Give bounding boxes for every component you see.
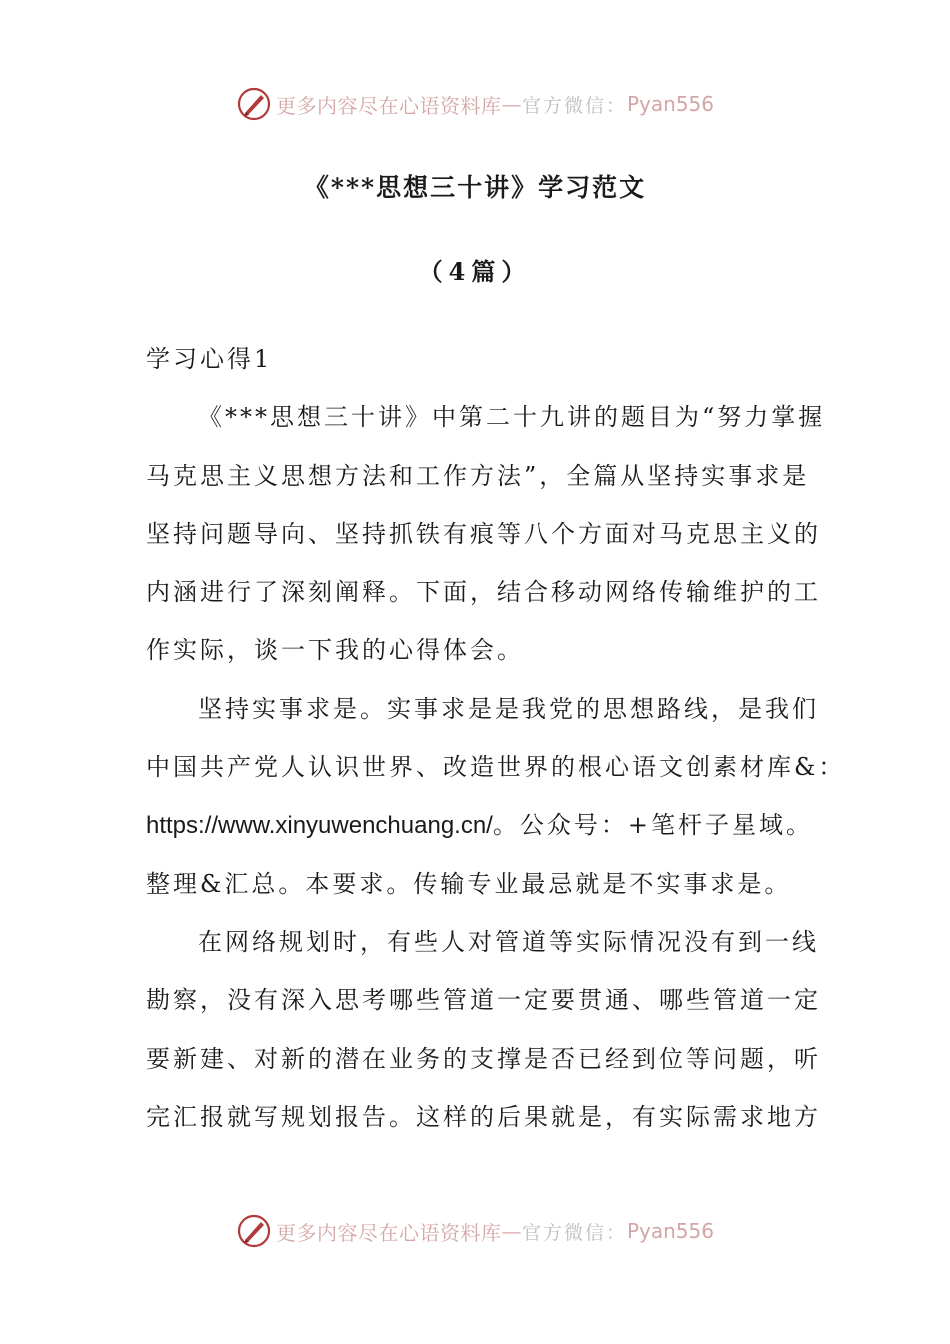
banner-wechat-label: 官方微信： xyxy=(521,94,627,117)
text-line: 勘察，没有深入思考哪些管道一定要贯通、哪些管道一定 xyxy=(146,986,821,1015)
section-heading: 学习心得1 xyxy=(146,345,273,373)
text-line: 作实际，谈一下我的心得体会。 xyxy=(146,636,524,665)
pen-logo-icon xyxy=(236,86,272,122)
banner-dash: — xyxy=(501,92,522,116)
text-line: 马克思主义思想方法和工作方法”，全篇从坚持实事求是 xyxy=(146,461,810,490)
document-subtitle: （4篇） xyxy=(418,257,532,286)
url-link[interactable]: https://www.xinyuwenchuang.cn/ xyxy=(146,812,493,840)
footer-watermark xyxy=(0,1209,950,1253)
banner-text: 更多内容尽在心语资料库 xyxy=(275,93,502,118)
text-line-with-link xyxy=(146,796,813,854)
text-line: 内涵进行了深刻阐释。下面，结合移动网络传输维护的工 xyxy=(146,578,821,607)
text-line: 坚持问题导向、坚持抓铁有痕等八个方面对马克思主义的 xyxy=(146,519,821,548)
document-title: 《***思想三十讲》学习范文 xyxy=(303,173,647,202)
banner-wechat-id: Pyan556 xyxy=(627,92,715,116)
banner-dash: — xyxy=(501,1219,522,1243)
text-line: 完汇报就写规划报告。这样的后果就是，有实际需求地方 xyxy=(146,1102,821,1131)
text-line: 在网络规划时，有些人对管道等实际情况没有到一线 xyxy=(198,927,819,956)
banner-text: 更多内容尽在心语资料库 xyxy=(275,1220,502,1245)
text-line: 中国共产党人认识世界、改造世界的根心语文创素材库&： xyxy=(146,753,846,782)
text-line: 整理&汇总。本要求。传输专业最忌就是不实事求是。 xyxy=(146,869,792,898)
header-watermark xyxy=(0,82,950,126)
text-segment: 。公众号：+笔杆子星域。 xyxy=(492,811,813,840)
pen-logo-icon xyxy=(236,1213,272,1249)
banner-wechat-id: Pyan556 xyxy=(627,1219,715,1243)
text-line: 要新建、对新的潜在业务的支撑是否已经到位等问题，听 xyxy=(146,1044,821,1073)
document-body xyxy=(146,330,846,1146)
text-line: 《***思想三十讲》中第二十九讲的题目为“努力掌握 xyxy=(198,403,826,432)
banner-wechat-label: 官方微信： xyxy=(521,1221,627,1244)
text-line: 坚持实事求是。实事求是是我党的思想路线，是我们 xyxy=(198,694,819,723)
